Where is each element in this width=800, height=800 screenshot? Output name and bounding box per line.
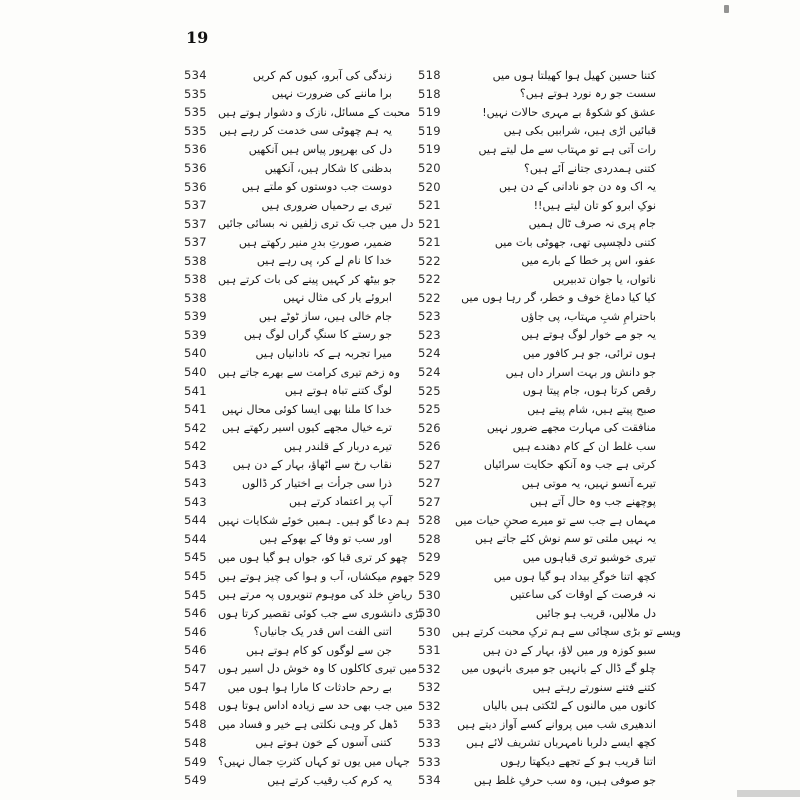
index-row — [418, 548, 656, 567]
entry-page-number: 548 — [184, 698, 207, 713]
index-row — [418, 530, 656, 549]
entry-text: جن سے لوگوں کو کام ہوتے ہیں — [246, 643, 392, 657]
index-row — [184, 326, 392, 345]
index-row — [184, 437, 392, 456]
entry-page-number: 542 — [184, 439, 207, 454]
entry-page-number: 538 — [184, 290, 207, 305]
index-row — [184, 289, 392, 308]
entry-text: یہ اک وہ دن جو نادانی کے دن ہیں — [499, 180, 656, 194]
entry-text: رقص کرتا ہوں، جام پیتا ہوں — [522, 384, 656, 398]
entry-text: ہوں ترائی، جو ہر کافور میں — [522, 346, 656, 360]
entry-text: میں جب بھی حد سے زیادہ اداس ہوتا ہوں — [218, 699, 413, 713]
index-row — [418, 455, 656, 474]
entry-text: ترے خیال مجھے کیوں اسیر رکھتے ہیں — [221, 421, 392, 435]
entry-text: کتنی ہمدردی جتانے آئے ہیں؟ — [524, 161, 656, 175]
entry-text: چلو گے ڈال کے بانہیں جو میری بانہوں میں — [461, 662, 656, 676]
entry-page-number: 518 — [418, 68, 441, 83]
entry-text: ابروئے یار کی مثال نہیں — [283, 291, 392, 305]
index-row — [184, 734, 392, 753]
index-row — [418, 140, 656, 159]
entry-page-number: 520 — [418, 179, 441, 194]
index-row — [418, 567, 656, 586]
entry-page-number: 544 — [184, 531, 207, 546]
entry-page-number: 526 — [418, 420, 441, 435]
entry-page-number: 545 — [184, 569, 207, 584]
entry-text: جام خالی ہیں، ساز ٹوٹے ہیں — [258, 309, 392, 323]
index-row — [418, 400, 656, 419]
entry-page-number: 529 — [418, 569, 441, 584]
entry-page-number: 541 — [184, 383, 207, 398]
index-row — [184, 752, 410, 771]
entry-page-number: 527 — [418, 457, 441, 472]
entry-text: سست جو رہ نورد ہوتے ہیں؟ — [519, 87, 656, 101]
scan-speck — [724, 5, 729, 13]
entry-page-number: 533 — [418, 735, 441, 750]
entry-text: جو رستے کا سنگِ گراں لوگ ہیں — [243, 328, 392, 342]
entry-page-number: 545 — [184, 550, 207, 565]
index-row — [184, 641, 392, 660]
entry-text: یہ ہم چھوٹی سی خدمت کر رہے ہیں — [219, 124, 392, 138]
entry-text: بڑی دانشوری سے جب کوئی تقصیر کرتا ہوں — [218, 606, 423, 620]
index-row — [418, 233, 656, 252]
entry-page-number: 548 — [184, 717, 207, 732]
entry-page-number: 536 — [184, 161, 207, 175]
entry-page-number: 521 — [418, 216, 441, 231]
entry-page-number: 519 — [418, 142, 441, 157]
index-row — [418, 511, 656, 530]
index-row — [184, 177, 392, 196]
entry-text: کرتی ہے جب وہ آنکھ حکایت سرائیاں — [483, 458, 656, 472]
entry-text: سب غلط ان کے کام دھندے ہیں — [512, 439, 656, 453]
entry-page-number: 541 — [184, 402, 207, 417]
entry-page-number: 545 — [184, 587, 207, 602]
index-row — [184, 363, 400, 382]
index-row — [418, 363, 656, 382]
entry-text: ہم دعا گو ہیں۔ ہمیں خوئے شکایات نہیں — [218, 513, 410, 527]
entry-text: جہاں میں یوں تو کہاں کثرتِ جمال نہیں؟ — [218, 755, 410, 768]
page-number: 19 — [186, 28, 209, 47]
index-row — [418, 214, 656, 233]
entry-page-number: 528 — [418, 531, 441, 546]
entry-text: کتنا حسین کھیل ہوا کھیلتا ہوں میں — [492, 68, 656, 82]
index-row — [418, 622, 681, 641]
entry-page-number: 535 — [184, 123, 207, 138]
entry-page-number: 540 — [184, 346, 207, 361]
index-row — [184, 418, 392, 437]
entry-page-number: 523 — [418, 309, 441, 324]
entry-page-number: 522 — [418, 272, 441, 287]
entry-page-number: 524 — [418, 346, 441, 361]
entry-page-number: 534 — [418, 773, 441, 788]
entry-text: زندگی کی آبرو، کیوں کم کریں — [252, 68, 392, 82]
entry-page-number: 539 — [184, 327, 207, 342]
index-row — [184, 474, 392, 493]
entry-text: چھو کر تری قبا کو، جواں ہو گیا ہوں میں — [218, 550, 408, 564]
entry-text: ویسے تو بڑی سچائی سے ہم ترکِ محبت کرتے ہیں — [452, 625, 681, 639]
entry-text: دل ملالیں، قریب ہو جائیں — [535, 606, 656, 620]
entry-text: اتنا قریب ہو کے تجھے دیکھتا رہوں — [500, 755, 656, 768]
index-row — [184, 455, 392, 474]
index-row — [418, 270, 656, 289]
entry-page-number: 548 — [184, 735, 207, 750]
entry-page-number: 533 — [418, 754, 441, 769]
index-row — [418, 734, 656, 753]
index-row — [418, 678, 656, 697]
entry-text: باحترامِ شبِ مہتاب، پی جاؤں — [520, 309, 656, 323]
index-row — [184, 85, 392, 104]
entry-text: جام پری نہ صرف ٹال ہمیں — [528, 217, 656, 231]
entry-page-number: 531 — [418, 643, 441, 658]
index-row — [184, 214, 414, 233]
entry-text: تیرے آنسو نہیں، یہ موتی ہیں — [521, 476, 656, 490]
entry-page-number: 547 — [184, 680, 207, 695]
entry-page-number: 543 — [184, 457, 207, 472]
entry-text: تیری بے رحمیاں ضروری ہیں — [261, 198, 392, 212]
entry-page-number: 522 — [418, 290, 441, 305]
entry-text: برا ماننے کی ضرورت نہیں — [271, 87, 392, 101]
entry-text: جھوم میکشاں، آب و ہوا کی چیز ہوتے ہیں — [218, 569, 415, 583]
index-row — [418, 585, 656, 604]
entry-text: بے رحم حادثات کا مارا ہوا ہوں میں — [227, 680, 392, 694]
entry-page-number: 533 — [418, 717, 441, 732]
entry-text: کچھ ایسے دلربا نامہرباں تشریف لائے ہیں — [466, 736, 656, 750]
entry-text: کتنے فتنے سنورتے رہتے ہیں — [532, 680, 656, 694]
entry-page-number: 523 — [418, 327, 441, 342]
entry-page-number: 535 — [184, 105, 207, 120]
entry-page-number: 529 — [418, 550, 441, 565]
entry-page-number: 537 — [184, 235, 207, 250]
entry-text: منافقت کی مہارت مجھے ضرور نہیں — [486, 421, 656, 435]
entry-text: عشق کو شکوۂ بے مہری حالات نہیں! — [482, 105, 656, 119]
index-row — [418, 66, 656, 85]
entry-text: کچھ اتنا خوگرِ بیداد ہو گیا ہوں میں — [493, 569, 656, 583]
index-row — [184, 511, 410, 530]
entry-page-number: 537 — [184, 198, 207, 213]
entry-text: جو دانش ور بہت اسرار داں ہیں — [505, 365, 656, 379]
index-row — [184, 400, 392, 419]
entry-text: دل میں جب تک تری زلفیں نہ بسائی جائیں — [218, 217, 414, 231]
entry-page-number: 532 — [418, 661, 441, 676]
scan-smudge — [737, 790, 800, 797]
entry-text: میرا تجربہ ہے کہ نادانیاں ہیں — [255, 346, 392, 360]
entry-text: اتنی الفت اس قدر یک جانیاں؟ — [253, 625, 392, 639]
entry-page-number: 538 — [184, 253, 207, 268]
entry-text: مہماں ہے جب سے تو میرے صحنِ حیات میں — [455, 513, 656, 527]
entry-page-number: 526 — [418, 439, 441, 454]
index-row — [418, 771, 656, 790]
index-row — [418, 159, 656, 178]
entry-text: اندھیری شب میں پروانے کسے آواز دیتے ہیں — [457, 717, 656, 731]
index-row — [418, 493, 656, 512]
entry-text: صبح پیتے ہیں، شام پیتے ہیں — [527, 402, 656, 416]
entry-text: یہ نہیں ملتی تو سم نوش کئے جاتے ہیں — [475, 532, 656, 546]
entry-page-number: 542 — [184, 420, 207, 435]
entry-page-number: 521 — [418, 235, 441, 250]
index-row — [184, 715, 398, 734]
index-row — [184, 66, 392, 85]
index-row — [184, 585, 413, 604]
entry-page-number: 522 — [418, 253, 441, 268]
entry-page-number: 525 — [418, 383, 441, 398]
entry-page-number: 547 — [184, 661, 207, 676]
index-row — [418, 251, 656, 270]
entry-text: ذرا سی جرأت بے اختیار کر ڈالوں — [242, 476, 392, 490]
entry-page-number: 519 — [418, 105, 441, 120]
entry-text: یہ کرم کب رقیب کرتے ہیں — [267, 773, 392, 787]
entry-page-number: 549 — [184, 773, 207, 788]
index-row — [184, 307, 392, 326]
entry-page-number: 532 — [418, 698, 441, 713]
entry-page-number: 538 — [184, 272, 207, 287]
entry-page-number: 519 — [418, 123, 441, 138]
entry-page-number: 532 — [418, 680, 441, 695]
index-row — [418, 103, 656, 122]
entry-text: آپ پر اعتماد کرتے ہیں — [288, 495, 392, 509]
entry-text: کتنی دلچسپی تھی، جھوٹی بات میں — [494, 235, 656, 249]
index-row — [418, 437, 656, 456]
index-row — [184, 660, 417, 679]
index-row — [184, 270, 397, 289]
entry-text: کیا کیا دماغ خوف و خطر، گر رہا ہوں میں — [461, 291, 656, 305]
entry-text: جو صوفی ہیں، وہ سب حرفِ غلط ہیں — [473, 773, 656, 787]
index-row — [418, 660, 656, 679]
entry-page-number: 543 — [184, 476, 207, 491]
entry-text: بدظنی کا شکار ہیں، آنکھیں — [264, 161, 392, 175]
entry-page-number: 530 — [418, 587, 441, 602]
index-row — [418, 326, 656, 345]
entry-text: قبائیں اڑی ہیں، شرابیں بکی ہیں — [503, 124, 656, 138]
entry-page-number: 543 — [184, 494, 207, 509]
index-row — [184, 140, 392, 159]
entry-page-number: 524 — [418, 365, 441, 380]
entry-text: میں تیری کاکلوں کا وہ خوش دل اسیر ہوں — [218, 662, 417, 676]
entry-text: یہ جو مے خوار لوگ ہوتے ہیں — [521, 328, 656, 342]
entry-page-number: 525 — [418, 402, 441, 417]
entry-page-number: 518 — [418, 86, 441, 101]
entry-page-number: 546 — [184, 643, 207, 658]
index-row — [418, 196, 656, 215]
entry-page-number: 535 — [184, 86, 207, 101]
entry-page-number: 536 — [184, 142, 207, 157]
entry-text: نوکِ ابرو کو تان لیتے ہیں!! — [533, 198, 656, 212]
index-row — [418, 604, 656, 623]
index-row — [184, 196, 392, 215]
entry-text: ریاضِ خلد کی موہوم تنویروں پہ مرتے ہیں — [218, 588, 413, 602]
entry-page-number: 528 — [418, 513, 441, 528]
index-row — [418, 641, 656, 660]
entry-text: دل کی بھرپور پیاس ہیں آنکھیں — [248, 142, 392, 156]
entry-page-number: 530 — [418, 606, 441, 621]
entry-page-number: 537 — [184, 216, 207, 231]
entry-text: عفو، اس پر خطا کے بارے میں — [521, 254, 656, 268]
entry-text: وہ زخم تیری کرامت سے بھرے جاتے ہیں — [218, 365, 400, 379]
index-row — [418, 344, 656, 363]
entry-text: لوگ کتنے تباہ ہوتے ہیں — [284, 384, 392, 398]
entry-page-number: 527 — [418, 494, 441, 509]
index-row — [184, 567, 415, 586]
entry-text: اور سب تو وفا کے بھوکے ہیں — [259, 532, 392, 546]
entry-page-number: 536 — [184, 179, 207, 194]
index-row — [184, 233, 392, 252]
entry-text: نقاب رخ سے اٹھاؤ، بہار کے دن ہیں — [232, 458, 392, 472]
entry-text: کتنی آسوں کے خون ہوتے ہیں — [255, 736, 392, 750]
entry-text: ضمیر، صورتِ بدرِ منیر رکھتے ہیں — [238, 235, 392, 249]
entry-text: خدا کا نام لے کر، پی رہے ہیں — [256, 254, 392, 268]
index-row — [418, 307, 656, 326]
index-row — [418, 85, 656, 104]
index-row — [184, 381, 392, 400]
index-column-right — [418, 66, 681, 789]
index-row — [184, 122, 392, 141]
entry-page-number: 534 — [184, 68, 207, 83]
index-row — [184, 493, 392, 512]
index-row — [418, 715, 656, 734]
entry-text: دوست جب دوستوں کو ملتے ہیں — [241, 180, 392, 194]
entry-page-number: 520 — [418, 161, 441, 175]
index-row — [418, 474, 656, 493]
index-row — [418, 122, 656, 141]
entry-text: خدا کا ملنا بھی ایسا کوئی محال نہیں — [221, 402, 392, 416]
entry-page-number: 530 — [418, 624, 441, 639]
index-row — [184, 103, 411, 122]
entry-page-number: 549 — [184, 754, 207, 769]
index-row — [418, 697, 656, 716]
index-row — [418, 381, 656, 400]
index-row — [418, 289, 656, 308]
index-row — [184, 251, 392, 270]
entry-text: سبو کوزہ ور میں لاؤ، بہار کے دن ہیں — [482, 643, 656, 657]
index-row — [418, 752, 656, 771]
entry-text: رات آتی ہے تو مہتاب سے مل لیتے ہیں — [478, 142, 656, 156]
index-row — [184, 771, 392, 790]
index-row — [418, 177, 656, 196]
entry-text: محبت کے مسائل، نازک و دشوار ہوتے ہیں — [218, 105, 411, 119]
entry-text: کانوں میں مالنوں کے لٹکتی ہیں بالیاں — [482, 699, 656, 713]
index-row — [184, 159, 392, 178]
entry-text: تیرے دربار کے قلندر ہیں — [284, 439, 392, 453]
entry-page-number: 527 — [418, 476, 441, 491]
index-column-left — [184, 66, 423, 789]
entry-text: تیری خوشبو تری قباہوں میں — [522, 550, 656, 564]
entry-text: نہ فرصت کے اوقات کی ساعتیں — [509, 588, 656, 602]
index-row — [184, 604, 423, 623]
index-row — [184, 622, 392, 641]
entry-text: پوچھنے جب وہ حال آتے ہیں — [529, 495, 656, 509]
index-row — [184, 678, 392, 697]
entry-text: جو بیٹھ کر کہیں پینے کی بات کرتے ہیں — [218, 272, 397, 286]
entry-page-number: 540 — [184, 365, 207, 380]
index-row — [184, 344, 392, 363]
entry-text: ناتواں، یا جوان تدبیریں — [552, 272, 656, 286]
entry-page-number: 546 — [184, 624, 207, 639]
entry-page-number: 539 — [184, 309, 207, 324]
index-row — [418, 418, 656, 437]
index-row — [184, 530, 392, 549]
entry-page-number: 546 — [184, 606, 207, 621]
index-row — [184, 548, 408, 567]
entry-text: ڈھل کر وہی نکلتی ہے خیر و فساد میں — [218, 717, 398, 731]
index-row — [184, 697, 413, 716]
entry-page-number: 521 — [418, 198, 441, 213]
entry-page-number: 544 — [184, 513, 207, 528]
